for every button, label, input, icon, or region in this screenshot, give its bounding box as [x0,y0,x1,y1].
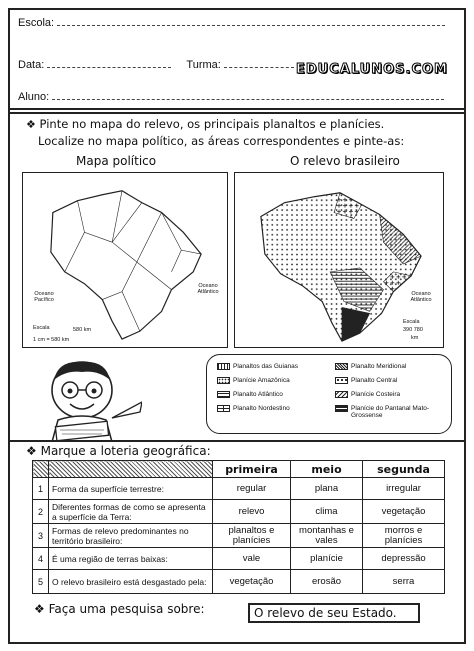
legend-label: Planalto Nordestino [233,405,290,412]
row-number: 2 [33,500,49,524]
activity3-title [34,602,205,616]
answer-option[interactable]: clima [291,500,363,524]
legend-bubble [206,354,452,434]
answer-option[interactable]: planaltos e planícies [213,524,291,548]
row-number: 1 [33,478,49,500]
student-label: Aluno: [18,91,50,103]
answer-option[interactable]: montanhas e vales [291,524,363,548]
table-row [33,500,445,524]
left-ocean-pacific: Oceano Pacífico [34,291,54,303]
answer-option[interactable]: depressão [363,548,445,570]
section-divider [10,440,464,442]
date-row [18,58,294,71]
political-map-drawing [23,173,227,347]
legend-item-planalto-nordestino [217,405,327,412]
answer-option[interactable]: plana [291,478,363,500]
legend-label: Planalto Atlântico [233,391,283,398]
left-ocean-atlantic: Oceano Atlântico [197,283,219,295]
legend-swatch [217,391,230,398]
activity2-title [26,444,211,458]
row-question: O relevo brasileiro está desgastado pela: [49,570,213,594]
geography-lottery-table [32,460,445,594]
legend-label: Planaltos das Guianas [233,363,299,370]
legend-label: Planície Costeira [351,391,401,398]
legend-swatch [335,377,348,384]
row-number: 3 [33,524,49,548]
answer-option[interactable]: erosão [291,570,363,594]
header-segunda: segunda [363,461,445,478]
right-scale-unit: km [411,335,419,341]
row-question: Formas de relevo predominantes no território brasileiro: [49,524,213,548]
student-illustration [22,356,142,442]
legend-label: Planalto Meridional [351,363,407,370]
answer-option[interactable]: serra [363,570,445,594]
answer-option[interactable]: morros e planícies [363,524,445,548]
school-row [18,16,445,29]
map-right-title: O relevo brasileiro [290,154,400,168]
left-scale-value: 580 km [73,327,92,333]
row-number: 5 [33,570,49,594]
legend-swatch [217,405,230,412]
right-ocean-atlantic: Oceano Atlântico [410,291,432,303]
school-label: Escola: [18,17,55,29]
relief-map[interactable] [234,172,444,348]
instruction-line1: Pinte no mapa do relevo, os principais planaltos e planícies. [39,117,385,131]
row-question: Diferentes formas de como se apresenta a superfície da Terra: [49,500,213,524]
bullet-icon: ❖ [26,118,36,131]
legend-swatch [335,391,348,398]
activity3-title-text: Faça uma pesquisa sobre: [48,602,205,616]
legend-swatch [335,405,348,412]
political-map[interactable] [22,172,228,348]
answer-option[interactable]: vegetação [213,570,291,594]
date-label: Data: [18,59,45,71]
table-row [33,570,445,594]
legend-item-planicie-amazonica [217,377,327,384]
legend-swatch [217,377,230,384]
brand-logo: EDUCALUNOS.COM [296,62,448,77]
bullet-icon: ❖ [34,602,45,616]
map-left-title: Mapa político [76,154,157,168]
answer-option[interactable]: irregular [363,478,445,500]
legend-item-planicie-pantanal [335,405,447,419]
legend-label: Planície do Pantanal Mato-Grossense [351,405,430,419]
table-row [33,548,445,570]
row-question: Forma da superfície terrestre: [49,478,213,500]
legend-item-planicie-costeira [335,391,447,398]
row-question: É uma região de terras baixas: [49,548,213,570]
school-field[interactable] [57,16,445,26]
class-label: Turma: [186,59,221,71]
header-pattern-cell [33,461,49,478]
right-scale-value: 390 780 [403,327,423,333]
header-divider [10,108,464,110]
table-header-row [33,461,445,478]
answer-option[interactable]: vale [213,548,291,570]
left-scale-label: Escala [33,325,50,331]
student-field[interactable] [52,90,444,100]
header-primeira: primeira [213,461,291,478]
bullet-icon: ❖ [26,444,37,458]
table-row [33,478,445,500]
legend-swatch [335,363,348,370]
answer-option[interactable]: planície [291,548,363,570]
answer-option[interactable]: relevo [213,500,291,524]
class-field[interactable] [224,58,294,68]
activity1-instructions [26,116,404,150]
answer-option[interactable]: vegetação [363,500,445,524]
header-pattern-cell [49,461,213,478]
student-row [18,90,444,103]
instruction-line2: Localize no mapa político, as áreas correspondentes e pinte-as: [38,134,405,148]
legend-item-planalto-meridional [335,363,447,370]
right-scale-label: Escala [403,319,420,325]
legend-item-planalto-atlantico [217,391,327,398]
legend-item-planaltos-guianas [217,363,327,370]
legend-label: Planalto Central [351,377,398,384]
table-row [33,524,445,548]
left-scale-ratio: 1 cm = 580 km [33,337,70,343]
legend-label: Planície Amazônica [233,377,290,384]
header-divider-2 [10,112,464,114]
header-meio: meio [291,461,363,478]
activity2-title-text: Marque a loteria geográfica: [40,444,211,458]
answer-option[interactable]: regular [213,478,291,500]
date-field[interactable] [47,58,171,68]
row-number: 4 [33,548,49,570]
research-topic-box: O relevo de seu Estado. [248,603,420,623]
legend-item-planalto-central [335,377,447,384]
legend-swatch [217,363,230,370]
